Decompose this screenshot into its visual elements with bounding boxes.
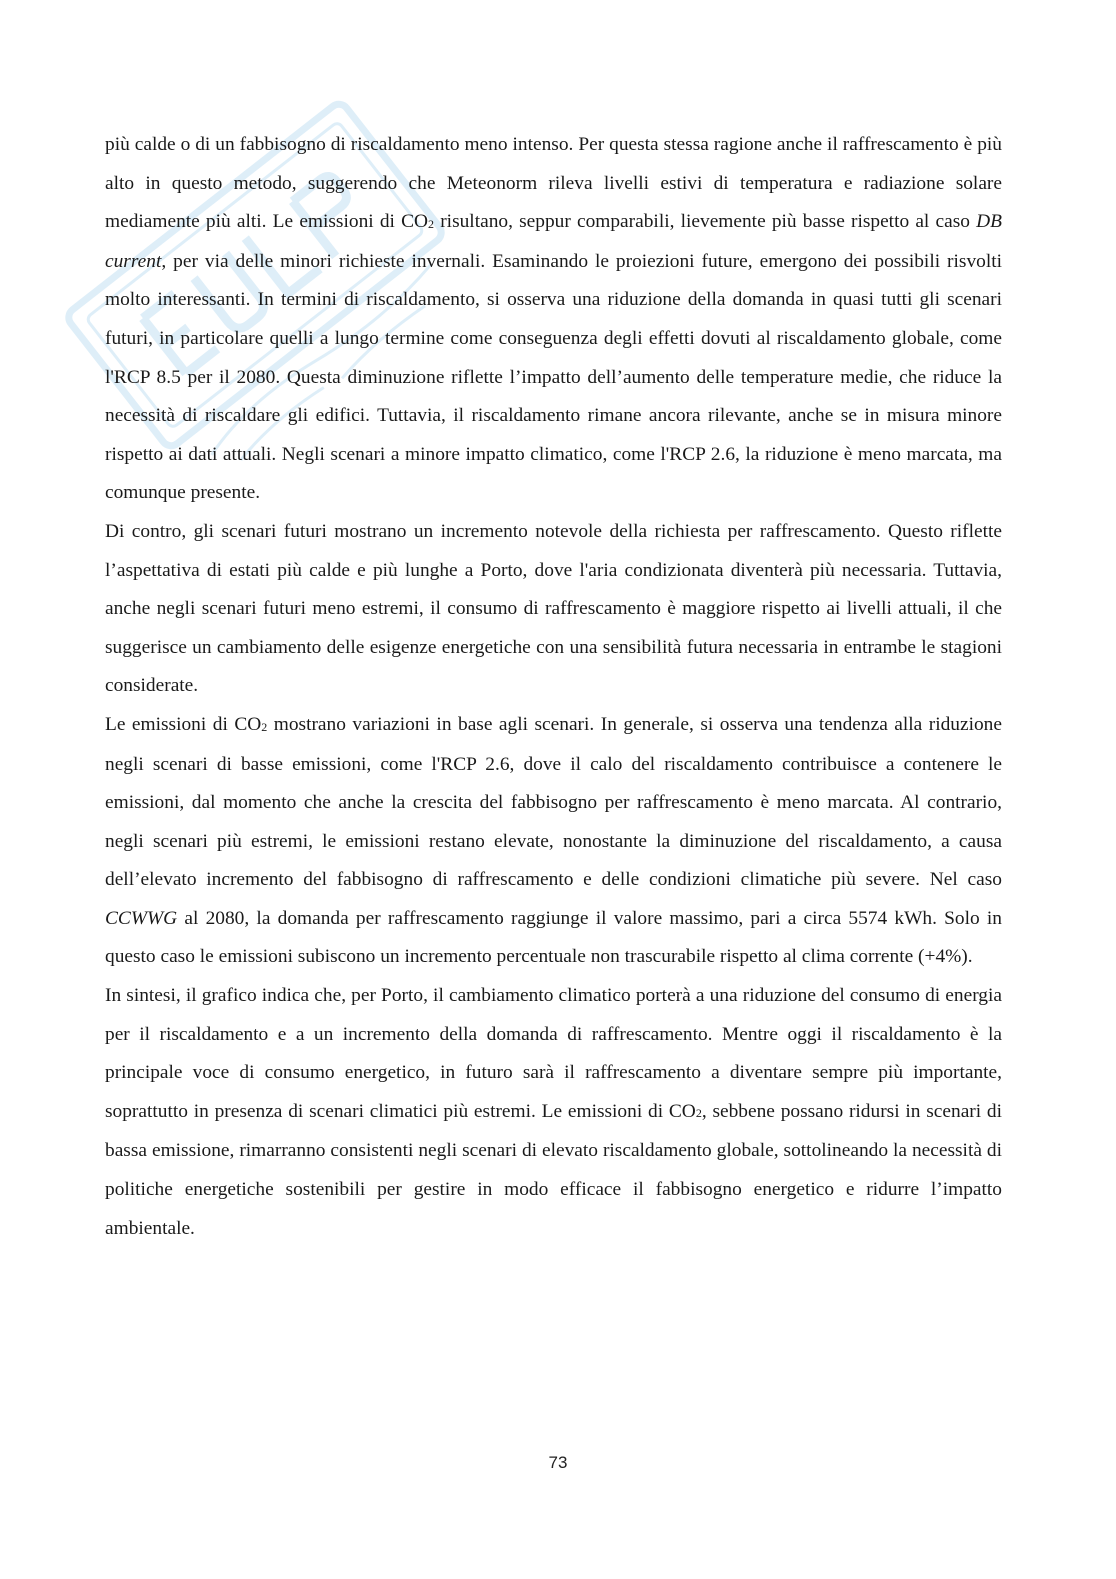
paragraph bbox=[105, 126, 1002, 513]
subscript: 2 bbox=[428, 216, 435, 231]
text-run: risultano, seppur comparabili, lievemente più basse rispetto al caso bbox=[434, 211, 977, 233]
body-text bbox=[105, 126, 1002, 1248]
paragraph bbox=[105, 977, 1002, 1248]
text-run: , sebbene possano ridursi in scenari di bassa emissione, rimarranno consistenti negli scenari di elevato riscaldamento globale, sottolineando la necessità di politiche energetiche sostenibili per gestire in modo efficace il fabbisogno energetico e ridurre l’impatto ambientale. bbox=[105, 1100, 1003, 1239]
text-run: al 2080, la domanda per raffrescamento raggiunge il valore massimo, pari a circa 5574 kWh. Solo in questo caso le emissioni subiscono un incremento percentuale non trascurabile rispetto al clima corrente (+4%). bbox=[105, 907, 1002, 968]
page-number: 73 bbox=[548, 1453, 568, 1472]
text-run: mostrano variazioni in base agli scenari. In generale, si osserva una tendenza alla riduzione negli scenari di basse emissioni, come l'RCP 2.6, dove il calo del riscaldamento contribuisce a contenere le emissioni, dal momento che anche la crescita del fabbisogno per raffrescamento è meno marcata. Al contrario, negli scenari più estremi, le emissioni restano elevate, nonostante la diminuzione del riscaldamento, a causa dell’elevato incremento del fabbisogno di raffrescamento e delle condizioni climatiche più severe. Nel caso bbox=[105, 713, 1002, 891]
italic-text: CCWWG bbox=[105, 907, 178, 929]
text-run: In sintesi, il grafico indica che, per Porto, il cambiamento climatico porterà a una riduzione del consumo di energia per il riscaldamento e a un incremento della domanda di raffrescamento. Mentre oggi il riscaldamento è la principale voce di consumo energetico, in futuro sarà il raffrescamento a diventare sempre più importante, soprattutto in presenza di scenari climatici più estremi. Le emissioni di CO bbox=[105, 985, 1002, 1122]
subscript: 2 bbox=[261, 719, 268, 734]
text-run: , per via delle minori richieste invernali. Esaminando le proiezioni future, emergono dei possibili risvolti molto interessanti. In termini di riscaldamento, si osserva una riduzione della domanda in quasi tutti gli scenari futuri, in particolare quelli a lungo termine come conseguenza degli effetti dovuti al riscaldamento globale, come l'RCP 8.5 per il 2080. Questa diminuzione riflette l’impatto dell’aumento delle temperature medie, che riduce la necessità di riscaldare gli edifici. Tuttavia, il riscaldamento rimane ancora rilevante, anche se in misura minore rispetto ai dati attuali. Negli scenari a minore impatto climatico, come l'RCP 2.6, la riduzione è meno marcata, ma comunque presente. bbox=[105, 250, 1002, 504]
subscript: 2 bbox=[695, 1106, 702, 1121]
italic-text: DB current bbox=[105, 211, 1002, 272]
text-run: Di contro, gli scenari futuri mostrano un incremento notevole della richiesta per raffrescamento. Questo riflette l’aspettativa di estati più calde e più lunghe a Porto, dove l'aria condizionata diventerà più necessaria. Tuttavia, anche negli scenari futuri meno estremi, il consumo di raffrescamento è maggiore rispetto ai livelli attuali, il che suggerisce un cambiamento delle esigenze energetiche con una sensibilità futura necessaria in entrambe le stagioni considerate. bbox=[105, 520, 1002, 697]
text-run: più calde o di un fabbisogno di riscaldamento meno intenso. Per questa stessa ragione anche il raffrescamento è più alto in questo metodo, suggerendo che Meteonorm rileva livelli estivi di temperatura e radiazione solare mediamente più alti. Le emissioni di CO bbox=[105, 134, 1002, 233]
text-run: Le emissioni di CO bbox=[105, 713, 262, 735]
paragraph bbox=[105, 706, 1002, 977]
paragraph bbox=[105, 513, 1002, 706]
